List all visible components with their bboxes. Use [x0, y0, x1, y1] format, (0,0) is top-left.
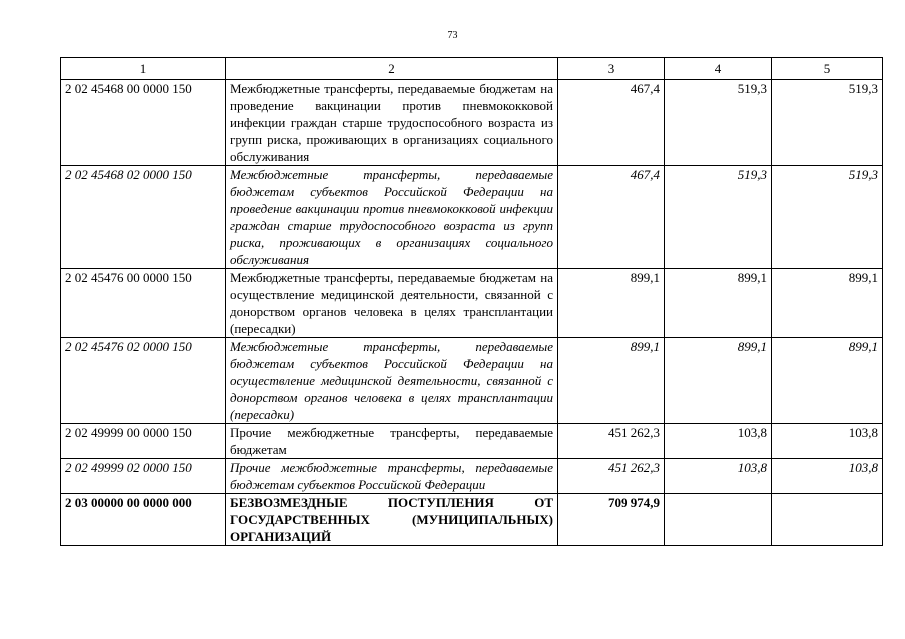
row-name: Прочие межбюджетные трансферты, передаваемые бюджетам субъектов Российской Федерации	[226, 459, 558, 494]
row-name: БЕЗВОЗМЕЗДНЫЕ ПОСТУПЛЕНИЯ ОТ ГОСУДАРСТВЕННЫХ (МУНИЦИПАЛЬНЫХ) ОРГАНИЗАЦИЙ	[226, 494, 558, 546]
row-code: 2 02 45476 02 0000 150	[61, 338, 226, 424]
row-value-col5: 103,8	[772, 459, 883, 494]
row-name: Прочие межбюджетные трансферты, передаваемые бюджетам	[226, 424, 558, 459]
row-code: 2 02 45468 02 0000 150	[61, 166, 226, 269]
row-value-col4: 103,8	[665, 459, 772, 494]
row-value-col4: 103,8	[665, 424, 772, 459]
table-row	[61, 80, 883, 166]
row-code: 2 02 49999 00 0000 150	[61, 424, 226, 459]
page-number: 73	[447, 30, 458, 41]
row-code: 2 03 00000 00 0000 000	[61, 494, 226, 546]
row-value-col5: 519,3	[772, 166, 883, 269]
budget-table	[60, 57, 883, 546]
row-name: Межбюджетные трансферты, передаваемые бюджетам на осуществление медицинской деятельности, связанной с донорством органов человека в целях трансплантации (пересадки)	[226, 269, 558, 338]
column-header-2: 2	[226, 58, 558, 80]
row-value-col3: 467,4	[558, 166, 665, 269]
column-header-5: 5	[772, 58, 883, 80]
row-code: 2 02 45468 00 0000 150	[61, 80, 226, 166]
row-value-col3: 467,4	[558, 80, 665, 166]
row-name: Межбюджетные трансферты, передаваемые бюджетам на проведение вакцинации против пневмококковой инфекции граждан старше трудоспособного возраста из групп риска, проживающих в организациях социального обслуживания	[226, 80, 558, 166]
row-value-col3: 899,1	[558, 269, 665, 338]
table-row	[61, 338, 883, 424]
row-value-col3: 451 262,3	[558, 459, 665, 494]
table-row	[61, 494, 883, 546]
row-code: 2 02 45476 00 0000 150	[61, 269, 226, 338]
column-header-1: 1	[61, 58, 226, 80]
column-header-4: 4	[665, 58, 772, 80]
table-row	[61, 269, 883, 338]
row-value-col5: 103,8	[772, 424, 883, 459]
column-header-3: 3	[558, 58, 665, 80]
row-value-col5: 899,1	[772, 269, 883, 338]
row-code: 2 02 49999 02 0000 150	[61, 459, 226, 494]
table-row	[61, 424, 883, 459]
row-name: Межбюджетные трансферты, передаваемые бюджетам субъектов Российской Федерации на осуществление медицинской деятельности, связанной с донорством органов человека в целях трансплантации (пересадки)	[226, 338, 558, 424]
row-value-col4: 519,3	[665, 80, 772, 166]
table-header-row	[61, 58, 883, 80]
row-value-col3: 709 974,9	[558, 494, 665, 546]
table-row	[61, 459, 883, 494]
row-value-col4	[665, 494, 772, 546]
row-value-col3: 899,1	[558, 338, 665, 424]
row-value-col4: 899,1	[665, 338, 772, 424]
row-value-col5: 519,3	[772, 80, 883, 166]
row-value-col5	[772, 494, 883, 546]
table-row	[61, 166, 883, 269]
row-name: Межбюджетные трансферты, передаваемые бюджетам субъектов Российской Федерации на проведение вакцинации против пневмококковой инфекции граждан старше трудоспособного возраста из групп риска, проживающих в организациях социального обслуживания	[226, 166, 558, 269]
row-value-col4: 519,3	[665, 166, 772, 269]
row-value-col4: 899,1	[665, 269, 772, 338]
row-value-col5: 899,1	[772, 338, 883, 424]
row-value-col3: 451 262,3	[558, 424, 665, 459]
